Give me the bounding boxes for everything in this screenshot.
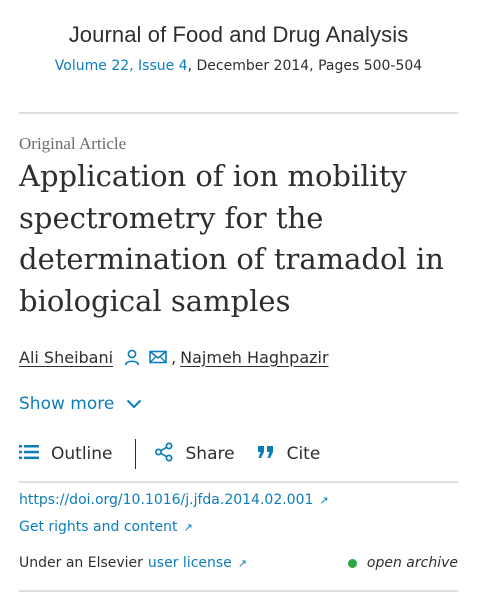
- license-prefix: Under an Elsevier: [19, 555, 143, 571]
- author-contact-icons: [123, 348, 167, 366]
- user-license-link[interactable]: [148, 555, 247, 571]
- share-button[interactable]: [154, 442, 235, 467]
- share-label: Share: [185, 444, 235, 464]
- person-icon[interactable]: [123, 348, 141, 366]
- open-archive-label: open archive: [366, 555, 458, 571]
- outline-button[interactable]: [19, 444, 113, 465]
- user-license-text: user license: [147, 555, 232, 571]
- toolbar-divider: [135, 439, 136, 469]
- cite-label: Cite: [286, 444, 321, 464]
- rights-link[interactable]: [19, 519, 193, 535]
- author-list: [19, 345, 329, 369]
- issue-details: , December 2014, Pages 500-504: [187, 58, 423, 74]
- open-archive-status: [348, 555, 458, 571]
- volume-issue-link[interactable]: Volume 22, Issue 4: [54, 58, 188, 74]
- external-arrow-icon: ↗: [237, 556, 247, 570]
- rights-text: Get rights and content: [19, 519, 178, 535]
- status-dot-icon: [348, 559, 357, 568]
- author-separator: ,: [171, 347, 177, 367]
- license-line: [19, 555, 247, 571]
- show-more-button[interactable]: [19, 394, 142, 414]
- article-type: Original Article: [19, 134, 127, 153]
- journal-title[interactable]: Journal of Food and Drug Analysis: [68, 22, 409, 47]
- show-more-label: Show more: [19, 394, 115, 414]
- doi-link[interactable]: [19, 492, 329, 508]
- author-link[interactable]: Ali Sheibani: [19, 347, 114, 367]
- list-icon: [19, 444, 39, 465]
- toolbar-divider-line: [19, 481, 458, 483]
- bottom-divider: [19, 590, 458, 592]
- cite-button[interactable]: [257, 444, 321, 465]
- external-arrow-icon: ↗: [183, 520, 193, 534]
- share-icon: [154, 442, 174, 467]
- article-title: Application of ion mobility spectrometry for the determination of tramadol in biological samples: [19, 159, 444, 318]
- doi-text: https://doi.org/10.1016/j.jfda.2014.02.001: [19, 492, 314, 508]
- chevron-down-icon: [126, 394, 142, 414]
- author-link[interactable]: Najmeh Haghpazir: [180, 347, 329, 367]
- issue-line: [0, 58, 477, 74]
- envelope-icon[interactable]: [149, 350, 167, 364]
- external-arrow-icon: ↗: [319, 493, 329, 507]
- header-divider: [19, 112, 458, 114]
- outline-label: Outline: [51, 444, 113, 464]
- quote-icon: [257, 444, 275, 465]
- article-toolbar: [19, 438, 320, 470]
